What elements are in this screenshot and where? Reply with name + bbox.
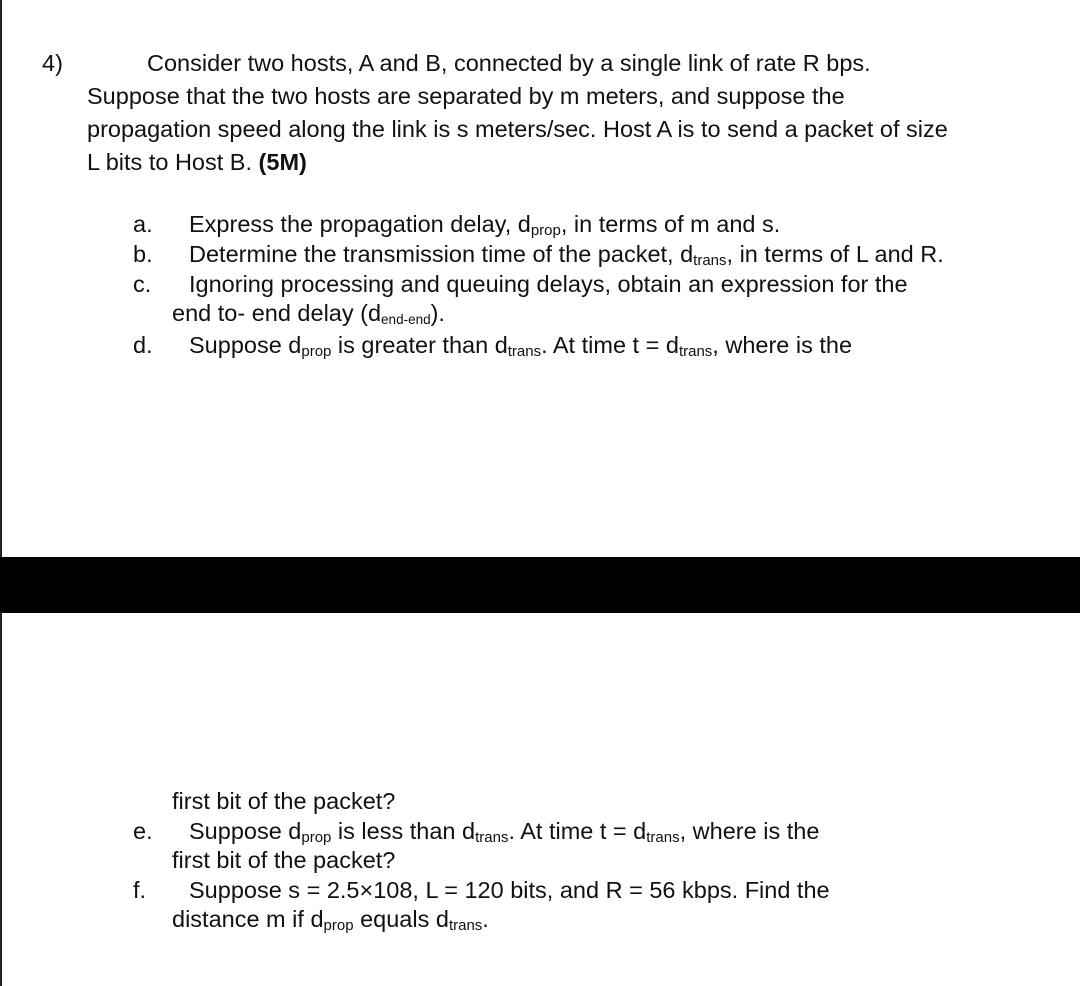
part-e-line-2: first bit of the packet? <box>172 847 396 873</box>
redaction-bar <box>0 557 1080 613</box>
question-intro-line-4: L bits to Host B. (5M) <box>87 149 307 175</box>
question-intro-line-1: Consider two hosts, A and B, connected by a single link of rate R bps. <box>147 50 871 76</box>
part-c-line-2: end to- end delay $(d_{end-end})$. <box>172 300 445 327</box>
question-page-bottom <box>0 613 1080 986</box>
part-c-label: c. <box>133 271 152 297</box>
question-intro-line-2: Suppose that the two hosts are separated by m meters, and suppose the <box>87 83 845 109</box>
part-f-line-2: distance m if $d_{prop}$ equals $d_{trans}$. <box>172 906 489 934</box>
part-d-label: d. <box>133 332 153 358</box>
part-a-label: a. <box>133 211 153 237</box>
part-f-label: f. <box>133 877 147 903</box>
question-number: 4) <box>42 50 63 76</box>
question-marks: (5M) <box>258 149 307 175</box>
part-d-text: Suppose $d_{prop}$ is greater than $d_{trans}$. At time $t = d_{trans}$, where is the <box>189 332 853 360</box>
part-b-label: b. <box>133 241 153 267</box>
part-a-text: Express the propagation delay, $d_{prop}$, in terms of m and s. <box>189 211 781 239</box>
part-d-continuation: first bit of the packet? <box>172 788 396 814</box>
question-intro-line-3: propagation speed along the link is s meters/sec. Host A is to send a packet of size <box>87 116 948 142</box>
part-e-label: e. <box>133 818 153 844</box>
part-c-line-1: Ignoring processing and queuing delays, obtain an expression for the <box>189 271 908 297</box>
part-e-text: Suppose $d_{prop}$ is less than $d_{trans}$. At time $t = d_{trans}$, where is the <box>189 818 820 846</box>
part-f-line-1: Suppose s = 2.5×108, L = 120 bits, and R = 56 kbps. Find the <box>189 877 830 903</box>
part-b-text: Determine the transmission time of the packet, $d_{trans}$, in terms of L and R. <box>189 241 944 269</box>
